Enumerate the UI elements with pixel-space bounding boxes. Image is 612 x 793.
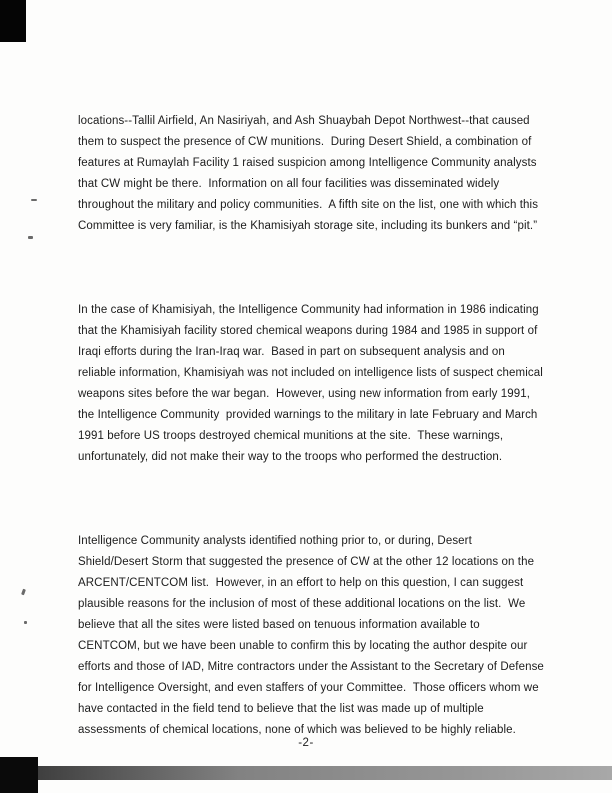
page-number: -2-	[298, 737, 314, 749]
paragraph: locations--Tallil Airfield, An Nasiriyah, and Ash Shuaybah Depot Northwest--that caused them to suspect the presence of CW munitions. During Desert Shield, a combination of features at Rumaylah Facility 1 raised suspicion among Intelligence Community analysts that CW might be there. Information on all four facilities was disseminated widely throughout the military and policy communities. A fifth site on the list, one with which this Committee is very familiar, is the Khamisiyah storage site, including its bunkers and “pit.”	[78, 115, 542, 232]
paragraph: Intelligence Community analysts identified nothing prior to, or during, Desert Shield/Desert Storm that suggested the presence of CW at the other 12 locations on the ARCENT/CENTCOM list. However, in an effort to help on this question, I can suggest plausible reasons for the inclusion of most of these additional locations on the list. We believe that all the sites were listed based on tenuous information available to CENTCOM, but we have been unable to confirm this by locating the author despite our efforts and those of IAD, Mitre contractors under the Assistant to the Secretary of Defense for Intelligence Oversight, and even staffers of your Committee. Those officers whom we have contacted in the field tend to believe that the list was made up of multiple assessments of chemical locations, none of which was believed to be highly reliable.	[78, 535, 548, 736]
body-text	[78, 69, 548, 793]
scan-mark	[24, 621, 27, 624]
scan-artifact-top-left	[0, 0, 26, 42]
paragraph: In the case of Khamisiyah, the Intelligence Community had information in 1986 indicating that the Khamisiyah facility stored chemical weapons during 1984 and 1985 in support of Iraqi efforts during the Iran-Iraq war. Based in part on subsequent analysis and on reliable information, Khamisiyah was not included on intelligence lists of suspect chemical weapons sites before the war began. However, using new information from early 1991, the Intelligence Community provided warnings to the military in late February and March 1991 before US troops destroyed chemical munitions at the site. These warnings, unfortunately, did not make their way to the troops who performed the destruction.	[78, 304, 547, 463]
scan-mark	[31, 199, 37, 201]
scan-mark	[28, 236, 33, 239]
scan-mark	[21, 589, 26, 596]
scan-artifact-bottom-bar	[38, 766, 612, 780]
scan-artifact-bottom-left	[0, 757, 38, 793]
